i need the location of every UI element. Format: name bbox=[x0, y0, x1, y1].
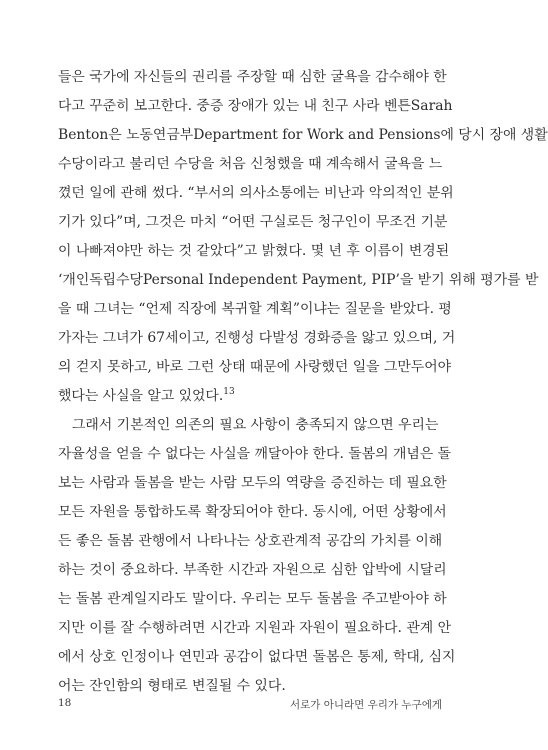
page-number: 18 bbox=[58, 697, 72, 709]
text-line: 다고 꾸준히 보고한다. 중증 장애가 있는 내 친구 사라 벤튼Sarah bbox=[58, 98, 453, 114]
text-line: 꼈던 일에 관해 썼다. “부서의 의사소통에는 비난과 악의적인 분위 bbox=[58, 185, 454, 201]
text-line: 에서 상호 인정이나 연민과 공감이 없다면 돌봄은 통제, 학대, 심지 bbox=[58, 649, 456, 665]
text-line-content: 했다는 사실을 알고 있었다. bbox=[58, 388, 224, 404]
page-footer bbox=[58, 697, 442, 713]
text-line: ‘개인독립수당Personal Independent Payment, PIP’을 받기 위해 평가를 받 bbox=[58, 272, 539, 288]
text-line: 수당이라고 불리던 수당을 처음 신청했을 때 계속해서 굴욕을 느 bbox=[58, 156, 443, 172]
text-line: 든 좋은 돌봄 관행에서 나타나는 상호관계적 공감의 가치를 이해 bbox=[58, 533, 443, 549]
text-line: 보는 사람과 돌봄을 받는 사람 모두의 역량을 증진하는 데 필요한 bbox=[58, 475, 447, 491]
page-body bbox=[58, 63, 548, 701]
text-line: 어는 잔인함의 형태로 변질될 수 있다. bbox=[58, 678, 286, 694]
text-line: 이 나빠져야만 하는 것 같았다”고 밝혔다. 몇 년 후 이름이 변경된 bbox=[58, 243, 450, 259]
text-line: 의 걷지 못하고, 바로 그런 상태 때문에 사랑했던 일을 그만두어야 bbox=[58, 359, 452, 375]
text-line bbox=[58, 382, 442, 411]
text-line: 을 때 그녀는 “언제 직장에 복귀할 계획”이냐는 질문을 받았다. 평 bbox=[58, 301, 452, 317]
footnote-marker: 13 bbox=[223, 387, 235, 397]
paragraph-1 bbox=[58, 63, 548, 411]
text-line: 지만 이를 잘 수행하려면 시간과 지원과 자원이 필요하다. 관계 안 bbox=[58, 620, 452, 636]
text-line: 기가 있다”며, 그것은 마치 “어떤 구실로든 청구인이 무조건 기분 bbox=[58, 214, 448, 230]
text-line: 하는 것이 중요하다. 부족한 시간과 자원으로 심한 압박에 시달리 bbox=[58, 562, 447, 578]
text-line: 가자는 그녀가 67세이고, 진행성 다발성 경화증을 앓고 있으며, 거 bbox=[58, 330, 456, 346]
text-line: Benton은 노동연금부Department for Work and Pensions에 당시 장애 생활 bbox=[58, 127, 548, 143]
text-line: 들은 국가에 자신들의 권리를 주장할 때 심한 굴욕을 감수해야 한 bbox=[58, 69, 447, 85]
running-title: 서로가 아니라면 우리가 누구에게 bbox=[289, 699, 442, 711]
paragraph-2 bbox=[58, 411, 456, 701]
text-line: 는 돌봄 관계일지라도 말이다. 우리는 모두 돌봄을 주고받아야 하 bbox=[58, 591, 447, 607]
text-line: 자율성을 얻을 수 없다는 사실을 깨달아야 한다. 돌봄의 개념은 돌 bbox=[58, 446, 452, 462]
text-line: 모든 자원을 통합하도록 확장되어야 한다. 동시에, 어떤 상황에서 bbox=[58, 504, 447, 520]
text-line: 그래서 기본적인 의존의 필요 사항이 충족되지 않으면 우리는 bbox=[72, 417, 439, 433]
